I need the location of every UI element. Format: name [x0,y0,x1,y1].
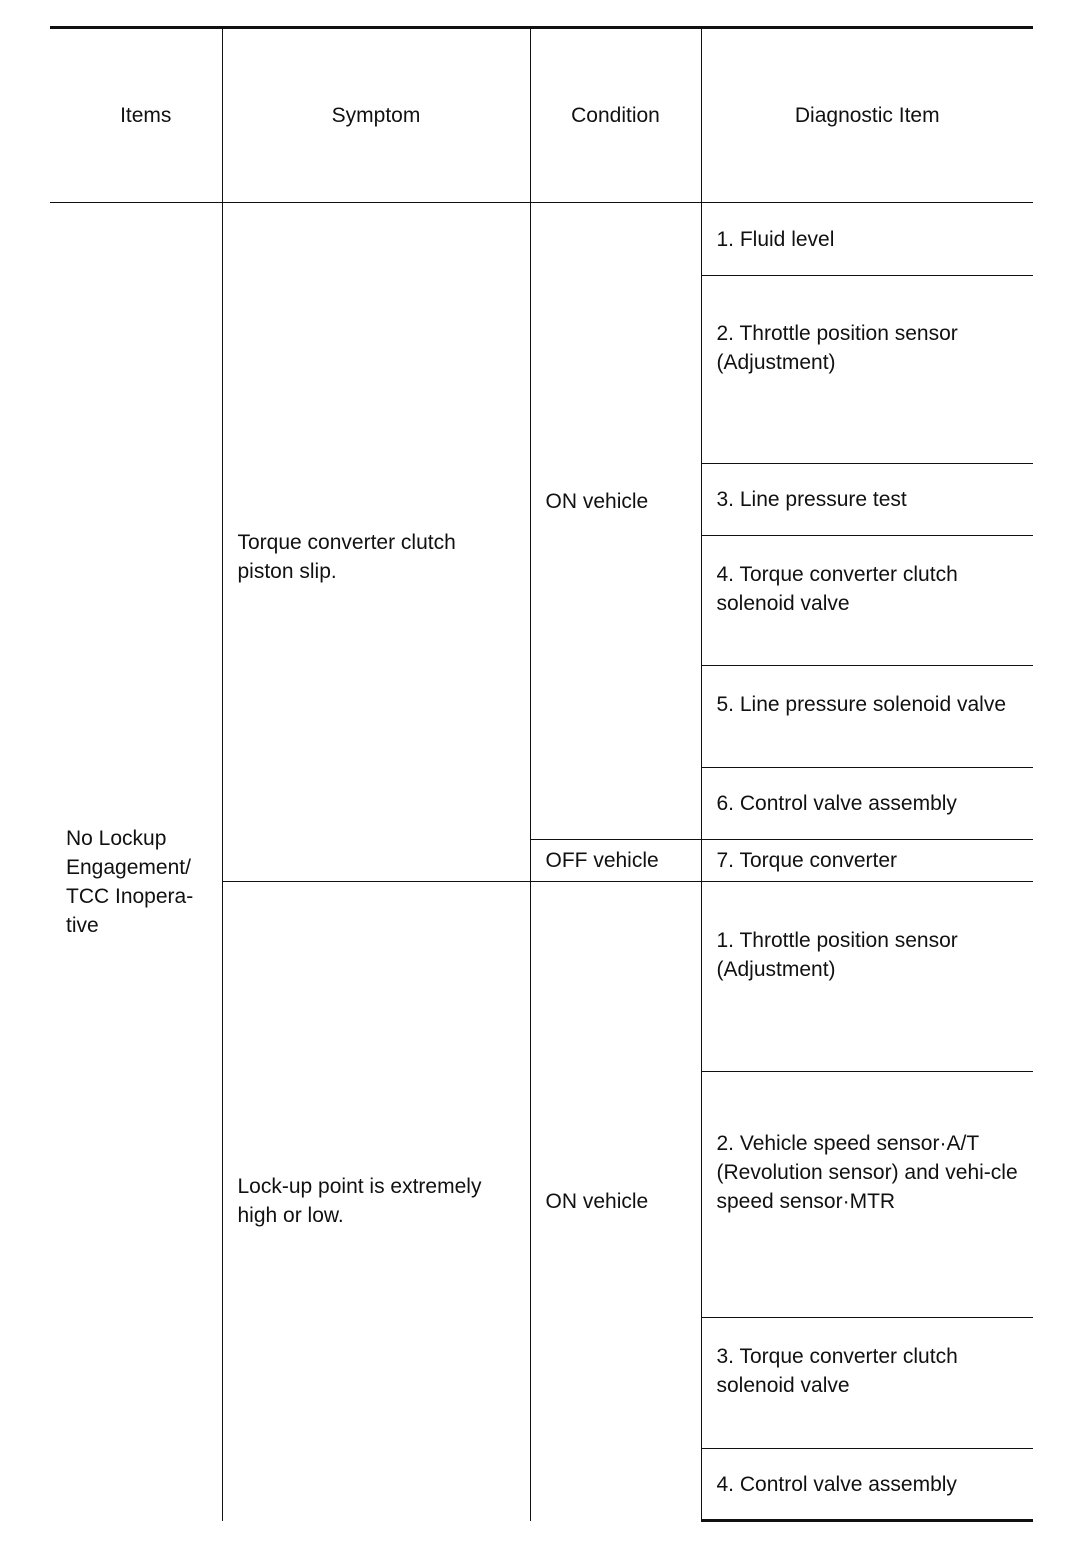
header-row [50,28,1033,203]
diagnostic-item-cell: 1. Fluid level [701,203,1033,276]
item-cell: No Lockup Engagement/ TCC Inopera-tive [50,203,222,1521]
condition-cell: ON vehicle [530,882,701,1521]
diagnostic-item-cell: 4. Control valve assembly [701,1449,1033,1521]
diagnostic-item-cell: 2. Throttle position sensor (Adjustment) [701,276,1033,464]
diagnostic-item-cell: 7. Torque converter [701,840,1033,882]
symptom-cell: Lock-up point is extremely high or low. [222,882,530,1521]
diagnostic-item-cell: 1. Throttle position sensor (Adjustment) [701,882,1033,1072]
header-symptom: Symptom [222,28,530,203]
condition-cell: OFF vehicle [530,840,701,882]
condition-cell: ON vehicle [530,203,701,840]
diagnostic-item-cell: 2. Vehicle speed sensor·A/T (Revolution sensor) and vehi-cle speed sensor·MTR [701,1072,1033,1318]
header-items: Items [50,28,222,203]
diagnostic-item-cell: 4. Torque converter clutch solenoid valve [701,536,1033,666]
header-condition: Condition [530,28,701,203]
diagnostic-item-cell: 3. Torque converter clutch solenoid valve [701,1318,1033,1449]
table-row [50,203,1033,276]
symptom-cell: Torque converter clutch piston slip. [222,203,530,882]
header-diagnostic-item: Diagnostic Item [701,28,1033,203]
diagnostic-item-cell: 3. Line pressure test [701,464,1033,536]
diagnostic-item-cell: 5. Line pressure solenoid valve [701,666,1033,768]
diagnostic-item-cell: 6. Control valve assembly [701,768,1033,840]
diagnostic-table [50,26,1033,1522]
